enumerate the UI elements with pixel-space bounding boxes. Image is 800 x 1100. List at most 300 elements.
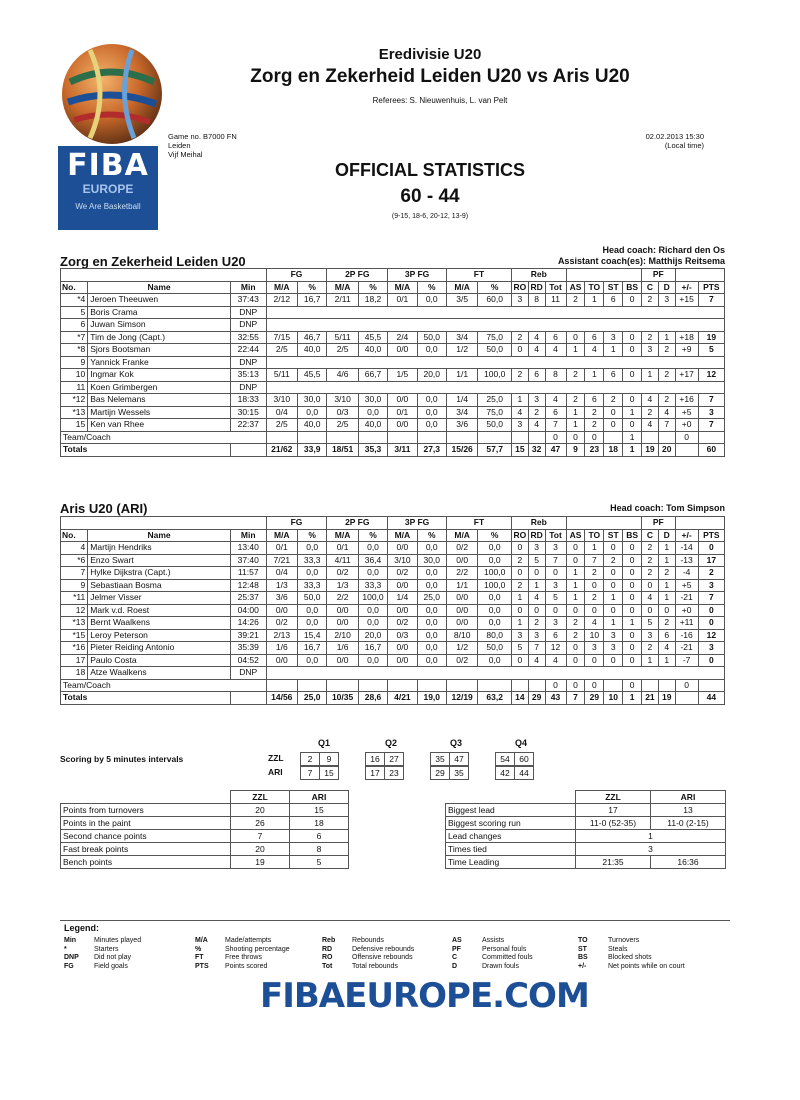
team1-name: Zorg en Zekerheid Leiden U20 (60, 254, 246, 269)
col-header-to: TO (585, 281, 604, 294)
totals-ma: 15/26 (446, 444, 477, 457)
player-row (61, 319, 725, 332)
stat-c: 2 (642, 406, 659, 419)
player-row (61, 294, 725, 307)
totals-tot: 47 (545, 444, 566, 457)
stat-rd: 5 (528, 554, 545, 567)
col-header-ma: M/A (327, 281, 358, 294)
player-name: Bernt Waalkens (88, 617, 231, 630)
misc-header-blank (61, 791, 231, 804)
col-header-c: C (642, 281, 659, 294)
stat-c: 0 (642, 579, 659, 592)
stat-pts: 5 (698, 344, 724, 357)
stat-rd: 2 (528, 406, 545, 419)
team-coach-stat-d (658, 431, 675, 444)
misc-label: Biggest scoring run (446, 817, 576, 830)
stat-ma: 0/0 (327, 654, 358, 667)
stat-rd: 4 (528, 419, 545, 432)
player-number: 18 (61, 667, 88, 680)
stat-pct: 0,0 (417, 654, 446, 667)
stat-d: 1 (658, 592, 675, 605)
stat-ma: 1/6 (327, 642, 358, 655)
stat-as: 0 (566, 542, 585, 555)
stat-pct: 0,0 (478, 554, 512, 567)
stat-ro: 2 (511, 579, 528, 592)
stat-pct: 25,0 (478, 394, 512, 407)
stat-pts: 3 (698, 642, 724, 655)
legend-key: Tot (322, 962, 333, 970)
totals-ro: 15 (511, 444, 528, 457)
stat-tot: 0 (545, 604, 566, 617)
misc-row (446, 843, 726, 856)
player-name: Martijn Wessels (88, 406, 231, 419)
stat-ma: 0/0 (446, 592, 477, 605)
team-coach-stat-tot: 0 (545, 679, 566, 692)
stat-as: 0 (566, 554, 585, 567)
legend-item (578, 963, 685, 972)
legend-desc: Shooting percentage (225, 945, 290, 953)
stat-ma: 0/3 (327, 406, 358, 419)
stat-d: 1 (658, 554, 675, 567)
stat-pct: 16,7 (298, 294, 327, 307)
stat-ma: 0/4 (266, 567, 297, 580)
stat-d: 2 (658, 567, 675, 580)
stat-st: 6 (604, 369, 623, 382)
empty-cells (266, 667, 724, 680)
interval-score: 2 (301, 753, 320, 766)
stat-ma: 0/0 (388, 579, 417, 592)
stat-pct: 50,0 (478, 344, 512, 357)
stat-d: 7 (658, 419, 675, 432)
interval-score: 54 (496, 753, 515, 766)
team-coach-stat-ro (511, 679, 528, 692)
totals-ma: 10/35 (327, 692, 358, 705)
team-coach-stat-pct (478, 431, 512, 444)
player-number: *6 (61, 554, 88, 567)
legend-desc: Total rebounds (352, 962, 398, 970)
totals-pct: 28,6 (358, 692, 387, 705)
team-coach-stat-ro (511, 431, 528, 444)
stat-d: 1 (658, 579, 675, 592)
player-name: Sebastiaan Bosma (88, 579, 231, 592)
col-header-pts: PTS (698, 529, 724, 542)
player-name: Jeroen Theeuwen (88, 294, 231, 307)
fibaeurope-footer-logo: FIBAEUROPE.COM (260, 976, 589, 1016)
stat-bs: 0 (623, 567, 642, 580)
col-header-ro: RO (511, 529, 528, 542)
stat-pts: 0 (698, 654, 724, 667)
col-header-pct: % (358, 529, 387, 542)
stat-st: 1 (604, 344, 623, 357)
stat-st: 0 (604, 654, 623, 667)
stat-pct: 0,0 (417, 344, 446, 357)
header-blank (566, 517, 642, 530)
player-number: *15 (61, 629, 88, 642)
stat-to: 1 (585, 542, 604, 555)
misc-row (61, 804, 349, 817)
stat-pts: 7 (698, 419, 724, 432)
stat-tot: 4 (545, 394, 566, 407)
stat-bs: 0 (623, 542, 642, 555)
stat-rd: 6 (528, 369, 545, 382)
stat-ma: 1/2 (446, 642, 477, 655)
misc-label: Fast break points (61, 843, 231, 856)
stat-min: 22:44 (230, 344, 266, 357)
misc-label: Time Leading (446, 856, 576, 869)
totals-d: 19 (658, 692, 675, 705)
stat-min: 39:21 (230, 629, 266, 642)
team-coach-stat-pct (478, 679, 512, 692)
stat-d: 4 (658, 642, 675, 655)
totals-row (61, 692, 725, 705)
stat-c: 4 (642, 419, 659, 432)
quarter-header-q1: Q1 (318, 738, 331, 748)
stat-as: 1 (566, 419, 585, 432)
stat-tot: 6 (545, 629, 566, 642)
col-header-st: ST (604, 281, 623, 294)
stat-ma: 1/1 (446, 369, 477, 382)
stat-pct: 0,0 (478, 604, 512, 617)
stat-ma: 0/2 (388, 567, 417, 580)
totals-rd: 29 (528, 692, 545, 705)
legend-item (195, 946, 290, 955)
player-dnp: DNP (230, 667, 266, 680)
stat-ma: 0/0 (266, 654, 297, 667)
stat-pct: 0,0 (417, 579, 446, 592)
legend-key: D (452, 962, 458, 970)
col-header-bs: BS (623, 281, 642, 294)
legend-desc: Made/attempts (225, 937, 272, 944)
stat-as: 1 (566, 406, 585, 419)
stat-min: 11:57 (230, 567, 266, 580)
misc-label: Times tied (446, 843, 576, 856)
stat-ma: 3/10 (327, 394, 358, 407)
misc-row (446, 817, 726, 830)
player-number: *16 (61, 642, 88, 655)
stat-to: 2 (585, 592, 604, 605)
stat-as: 0 (566, 604, 585, 617)
stat-pct: 18,2 (358, 294, 387, 307)
stat-rd: 4 (528, 344, 545, 357)
misc-header-blank (446, 791, 576, 804)
stat-pct: 0,0 (298, 654, 327, 667)
col-header-pct: % (298, 529, 327, 542)
legend-key: PF (452, 945, 461, 953)
stat-pts: 12 (698, 629, 724, 642)
stat-min: 35:13 (230, 369, 266, 382)
stat-ma: 1/1 (446, 579, 477, 592)
interval-cells (300, 752, 339, 766)
interval-cells (495, 766, 534, 780)
player-dnp: DNP (230, 319, 266, 332)
col-header-to: TO (585, 529, 604, 542)
stat-st: 0 (604, 567, 623, 580)
game-datetime: 02.02.2013 15:30 (645, 132, 704, 141)
stat-st: 0 (604, 579, 623, 592)
stat-min: 13:40 (230, 542, 266, 555)
legend-item (322, 954, 414, 963)
legend-item (195, 963, 290, 972)
stat-ma: 3/6 (266, 592, 297, 605)
legend-desc: Assists (482, 937, 505, 944)
stat-bs: 1 (623, 406, 642, 419)
stat-ro: 5 (511, 642, 528, 655)
stat-c: 2 (642, 331, 659, 344)
col-header-min: Min (230, 281, 266, 294)
stat-tot: 3 (545, 542, 566, 555)
interval-score: 17 (366, 767, 385, 780)
final-score: 60 - 44 (400, 186, 460, 207)
stat-ma: 0/4 (266, 406, 297, 419)
player-name: Bas Nelemans (88, 394, 231, 407)
misc-label: Points in the paint (61, 817, 231, 830)
stat-ma: 0/0 (327, 604, 358, 617)
stat-ro: 1 (511, 617, 528, 630)
team-coach-stat-as: 0 (566, 679, 585, 692)
interval-team-ari: ARI (268, 767, 283, 777)
stat-ro: 2 (511, 369, 528, 382)
stat-ma: 2/2 (327, 592, 358, 605)
stat-pct: 36,4 (358, 554, 387, 567)
stat-pct: 30,0 (417, 554, 446, 567)
stat-pct: 0,0 (298, 542, 327, 555)
legend-desc: Starters (94, 945, 119, 953)
interval-cells (365, 766, 404, 780)
stat-ma: 2/4 (388, 331, 417, 344)
stat-pm: -13 (675, 554, 698, 567)
col-header-pct: % (358, 281, 387, 294)
interval-team-zzl: ZZL (268, 753, 284, 763)
game-info (168, 132, 237, 159)
stat-bs: 0 (623, 592, 642, 605)
totals-st: 18 (604, 444, 623, 457)
stat-rd: 0 (528, 604, 545, 617)
player-row (61, 344, 725, 357)
player-number: *12 (61, 394, 88, 407)
col-header-pct: % (478, 529, 512, 542)
stat-pct: 45,5 (358, 331, 387, 344)
stat-to: 2 (585, 567, 604, 580)
misc-label: Points from turnovers (61, 804, 231, 817)
stat-ma: 3/5 (446, 294, 477, 307)
stat-tot: 0 (545, 567, 566, 580)
team-coach-stat-ma (266, 679, 297, 692)
misc-row (446, 804, 726, 817)
team-coach-label: Team/Coach (61, 679, 267, 692)
competition-title: Eredivisie U20 (378, 46, 482, 63)
stat-as: 2 (566, 629, 585, 642)
legend-desc: Personal fouls (482, 945, 527, 953)
player-number: 17 (61, 654, 88, 667)
stat-rd: 4 (528, 331, 545, 344)
stat-d: 2 (658, 617, 675, 630)
stat-ma: 0/2 (446, 542, 477, 555)
stat-ro: 3 (511, 629, 528, 642)
team1-stats-table (60, 268, 725, 457)
player-row (61, 604, 725, 617)
col-header-pct: % (298, 281, 327, 294)
player-number: 9 (61, 356, 88, 369)
quarter-scores: (9-15, 18-6, 20-12, 13-9) (391, 213, 469, 220)
totals-ma: 4/21 (388, 692, 417, 705)
legend-item (322, 946, 414, 955)
stat-ma: 0/0 (327, 617, 358, 630)
stat-to: 0 (585, 604, 604, 617)
player-row (61, 554, 725, 567)
stat-pct: 50,0 (298, 592, 327, 605)
player-row (61, 381, 725, 394)
stat-d: 3 (658, 294, 675, 307)
stat-pct: 33,3 (298, 579, 327, 592)
stat-pts: 17 (698, 554, 724, 567)
legend-column (322, 937, 414, 971)
stat-d: 2 (658, 394, 675, 407)
stat-tot: 3 (545, 617, 566, 630)
team-coach-row (61, 679, 725, 692)
legend-key: Reb (322, 937, 336, 944)
stat-ma: 3/6 (446, 419, 477, 432)
stat-pct: 15,4 (298, 629, 327, 642)
team-coach-stat-bs: 1 (623, 431, 642, 444)
basketball-logo-icon (60, 42, 164, 146)
player-row (61, 654, 725, 667)
totals-st: 10 (604, 692, 623, 705)
stat-min: 12:48 (230, 579, 266, 592)
interval-cells (300, 766, 339, 780)
stat-ro: 0 (511, 654, 528, 667)
stat-pct: 0,0 (478, 542, 512, 555)
legend-desc: Points scored (225, 962, 268, 970)
interval-score: 23 (385, 767, 404, 780)
stat-ma: 2/5 (327, 419, 358, 432)
3p-fg-header: 3P FG (388, 517, 447, 530)
totals-label: Totals (61, 444, 231, 457)
stat-pct: 0,0 (358, 406, 387, 419)
stat-pm: +5 (675, 579, 698, 592)
totals-min (230, 444, 266, 457)
stat-pct: 0,0 (298, 617, 327, 630)
stat-ro: 1 (511, 592, 528, 605)
col-header-pct: % (417, 529, 446, 542)
stat-pm: +9 (675, 344, 698, 357)
stat-ro: 4 (511, 406, 528, 419)
stat-ma: 0/0 (388, 642, 417, 655)
stat-pct: 40,0 (298, 419, 327, 432)
stat-ro: 3 (511, 294, 528, 307)
stat-min: 18:33 (230, 394, 266, 407)
stat-pts: 7 (698, 394, 724, 407)
stat-ma: 2/5 (266, 344, 297, 357)
stat-min: 14:26 (230, 617, 266, 630)
player-name: Sjors Bootsman (88, 344, 231, 357)
team-coach-stat-ma (388, 679, 417, 692)
stat-min: 32:55 (230, 331, 266, 344)
stat-to: 2 (585, 419, 604, 432)
stat-pct: 0,0 (417, 604, 446, 617)
quarter-header-q2: Q2 (385, 738, 398, 748)
stat-to: 6 (585, 394, 604, 407)
fg-header: FG (266, 517, 327, 530)
col-header-ma: M/A (446, 281, 477, 294)
stat-pct: 30,0 (298, 394, 327, 407)
totals-rd: 32 (528, 444, 545, 457)
header-blank (61, 269, 267, 282)
stat-ma: 1/3 (327, 579, 358, 592)
stat-pct: 0,0 (417, 642, 446, 655)
stat-pct: 40,0 (298, 344, 327, 357)
totals-ma: 14/56 (266, 692, 297, 705)
col-header-d: D (658, 529, 675, 542)
legend-key: BS (578, 954, 588, 961)
stat-pct: 0,0 (417, 542, 446, 555)
stat-pct: 0,0 (478, 592, 512, 605)
stat-pm: +11 (675, 617, 698, 630)
legend-item (452, 937, 533, 946)
stat-pct: 0,0 (478, 617, 512, 630)
stat-pct: 25,0 (417, 592, 446, 605)
totals-as: 7 (566, 692, 585, 705)
legend-desc: Offensive rebounds (352, 954, 413, 961)
stat-ro: 2 (511, 554, 528, 567)
totals-pts: 44 (698, 692, 724, 705)
team-coach-stat-tot: 0 (545, 431, 566, 444)
stat-tot: 5 (545, 592, 566, 605)
team-coach-stat-pm: 0 (675, 431, 698, 444)
player-row (61, 567, 725, 580)
team-coach-stat-ma (266, 431, 297, 444)
team-coach-stat-st (604, 679, 623, 692)
stat-as: 1 (566, 344, 585, 357)
col-header-d: D (658, 281, 675, 294)
game-number: Game no. B7000 FN (168, 132, 237, 141)
legend-item (322, 963, 414, 972)
player-number: 12 (61, 604, 88, 617)
col-header-ma: M/A (327, 529, 358, 542)
stat-pm: +16 (675, 394, 698, 407)
stat-c: 3 (642, 629, 659, 642)
stat-st: 0 (604, 406, 623, 419)
stat-pct: 0,0 (417, 406, 446, 419)
ft-header: FT (446, 517, 511, 530)
stat-tot: 6 (545, 406, 566, 419)
stat-d: 1 (658, 331, 675, 344)
stat-ma: 2/12 (266, 294, 297, 307)
misc-label: Biggest lead (446, 804, 576, 817)
totals-pts: 60 (698, 444, 724, 457)
stat-pm: +0 (675, 604, 698, 617)
player-name: Mark v.d. Roest (88, 604, 231, 617)
stat-to: 3 (585, 642, 604, 655)
stat-rd: 3 (528, 629, 545, 642)
points-table (60, 790, 349, 869)
misc-label: Bench points (61, 856, 231, 869)
col-header-rd: RD (528, 529, 545, 542)
interval-cells (430, 752, 469, 766)
totals-to: 23 (585, 444, 604, 457)
ft-header: FT (446, 269, 511, 282)
col-header-st: ST (604, 529, 623, 542)
totals-pct: 25,0 (298, 692, 327, 705)
player-name: Jelmer Visser (88, 592, 231, 605)
totals-c: 19 (642, 444, 659, 457)
col-header-as: AS (566, 281, 585, 294)
stat-ma: 2/5 (266, 419, 297, 432)
legend-desc: Net points while on court (608, 962, 685, 970)
col-header-ma: M/A (388, 529, 417, 542)
legend-desc: Free throws (225, 954, 262, 961)
misc-value: 7 (231, 830, 290, 843)
stat-bs: 0 (623, 604, 642, 617)
